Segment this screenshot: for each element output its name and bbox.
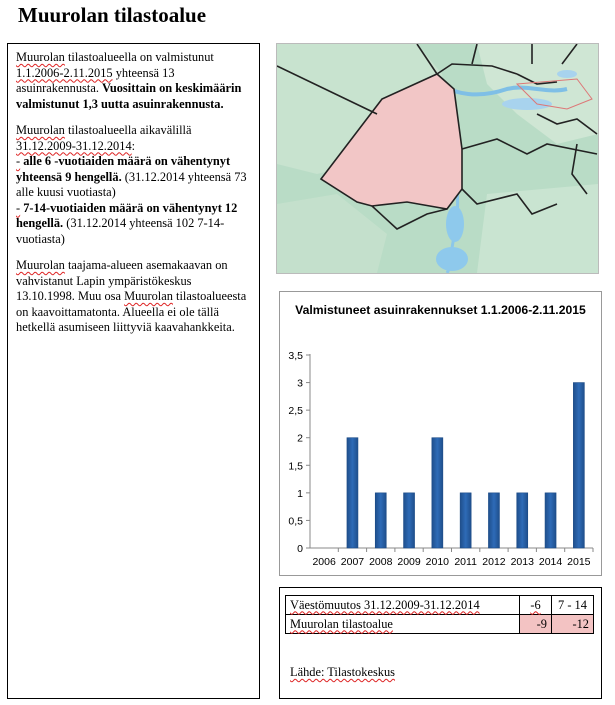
y-tick-label: 2,5 — [288, 405, 303, 418]
table-row — [286, 615, 594, 634]
bar — [573, 383, 584, 548]
area-map — [276, 43, 599, 274]
col-under-6-label: -6 — [530, 597, 541, 612]
bar — [460, 493, 471, 548]
row-label-text: Muurolan tilastoalue — [290, 616, 393, 631]
date-range: 31.12.2009-31.12.2014 — [16, 138, 132, 153]
map-graphic — [277, 44, 598, 273]
date-range: 1.1.2006-2.11.2015 — [16, 65, 113, 80]
y-tick-label: 1,5 — [288, 460, 303, 473]
y-tick-label: 0,5 — [288, 515, 303, 528]
bar — [545, 493, 556, 548]
x-tick-label: 2006 — [312, 556, 336, 568]
x-tick-label: 2015 — [567, 556, 591, 568]
text-fragment: yhteensä 13 asuinrakennusta. — [16, 65, 175, 95]
under-6-change — [16, 154, 251, 201]
place-name: Muurolan — [16, 123, 65, 137]
average-statement: Vuosittain on keskimäärin valmistunut 1,3 uutta asuinrakennusta. — [16, 81, 242, 111]
page-title: Muurolan tilastoalue — [18, 3, 207, 27]
x-tick-label: 2012 — [482, 556, 506, 568]
population-table-panel — [279, 587, 602, 699]
table-header-row — [286, 596, 594, 615]
value-7-14: -12 — [552, 615, 594, 634]
col-under-6 — [520, 596, 552, 615]
chart-title: Valmistuneet asuinrakennukset 1.1.2006-2.11.2015 — [295, 303, 586, 317]
paragraph-zoning — [16, 258, 251, 336]
y-tick-label: 0 — [297, 543, 303, 555]
under-6-statement: alle 6 -vuotiaiden määrä on vähentynyt yhteensä 9 hengellä. — [16, 154, 231, 184]
header-text: Väestömuutos 31.12.2009-31.12.2014 — [290, 597, 480, 612]
x-tick-label: 2008 — [369, 556, 393, 568]
text-fragment: tilastoalueesta on kaavoittamatonta. Alueella ei ole tällä hetkellä asumiseen liittyviä kaavahankkeita. — [16, 289, 247, 334]
paragraph-completed-buildings — [16, 50, 251, 112]
bar — [347, 438, 358, 548]
description-panel — [7, 43, 260, 699]
place-name: Muurolan — [16, 258, 65, 272]
place-name: Muurolan — [16, 50, 65, 64]
bar — [375, 493, 386, 548]
text-fragment: : — [131, 138, 136, 153]
source-note — [290, 665, 395, 680]
paragraph-period — [16, 123, 251, 154]
under-6-total: (31.12.2014 yhteensä 73 alle kuusi vuotiasta) — [16, 169, 247, 199]
bar-chart — [280, 292, 601, 575]
bar — [432, 438, 443, 548]
text-fragment: tilastoalueella on valmistunut — [64, 50, 214, 64]
col-7-14: 7 - 14 — [552, 596, 594, 615]
bar — [488, 493, 499, 548]
table-header-label — [286, 596, 520, 615]
age-7-14-statement: 7-14-vuotiaiden määrä on vähentynyt 12 hengellä. — [16, 200, 238, 230]
x-tick-label: 2010 — [425, 556, 450, 568]
y-tick-label: 1 — [297, 487, 303, 500]
x-tick-label: 2011 — [454, 556, 477, 568]
value-under-6: -9 — [520, 615, 552, 634]
row-label — [286, 615, 520, 634]
x-tick-label: 2007 — [340, 556, 365, 568]
bullet-dash: - — [16, 200, 21, 215]
chart-box — [279, 291, 602, 576]
x-tick-label: 2014 — [538, 556, 563, 568]
y-tick-label: 3,5 — [288, 350, 303, 362]
x-tick-label: 2013 — [510, 556, 534, 568]
bar — [517, 493, 528, 548]
age-7-14-change — [16, 201, 251, 248]
text-fragment: taajama-alueen asemakaavan on vahvistanut Lapin ympäristökeskus 13.10.1998. Muu osa — [16, 258, 228, 303]
source-text: Lähde: Tilastokeskus — [290, 665, 395, 679]
bullet-dash: - — [16, 154, 21, 168]
place-name: Muurolan — [124, 289, 173, 303]
population-change-table — [285, 595, 594, 634]
bar — [404, 493, 415, 548]
x-tick-label: 2009 — [397, 556, 421, 568]
age-7-14-total: (31.12.2014 yhteensä 102 7-14-vuotiasta) — [16, 216, 225, 246]
y-tick-label: 3 — [297, 377, 303, 390]
text-fragment: tilastoalueella aikavälillä — [64, 123, 192, 137]
y-tick-label: 2 — [297, 432, 303, 445]
